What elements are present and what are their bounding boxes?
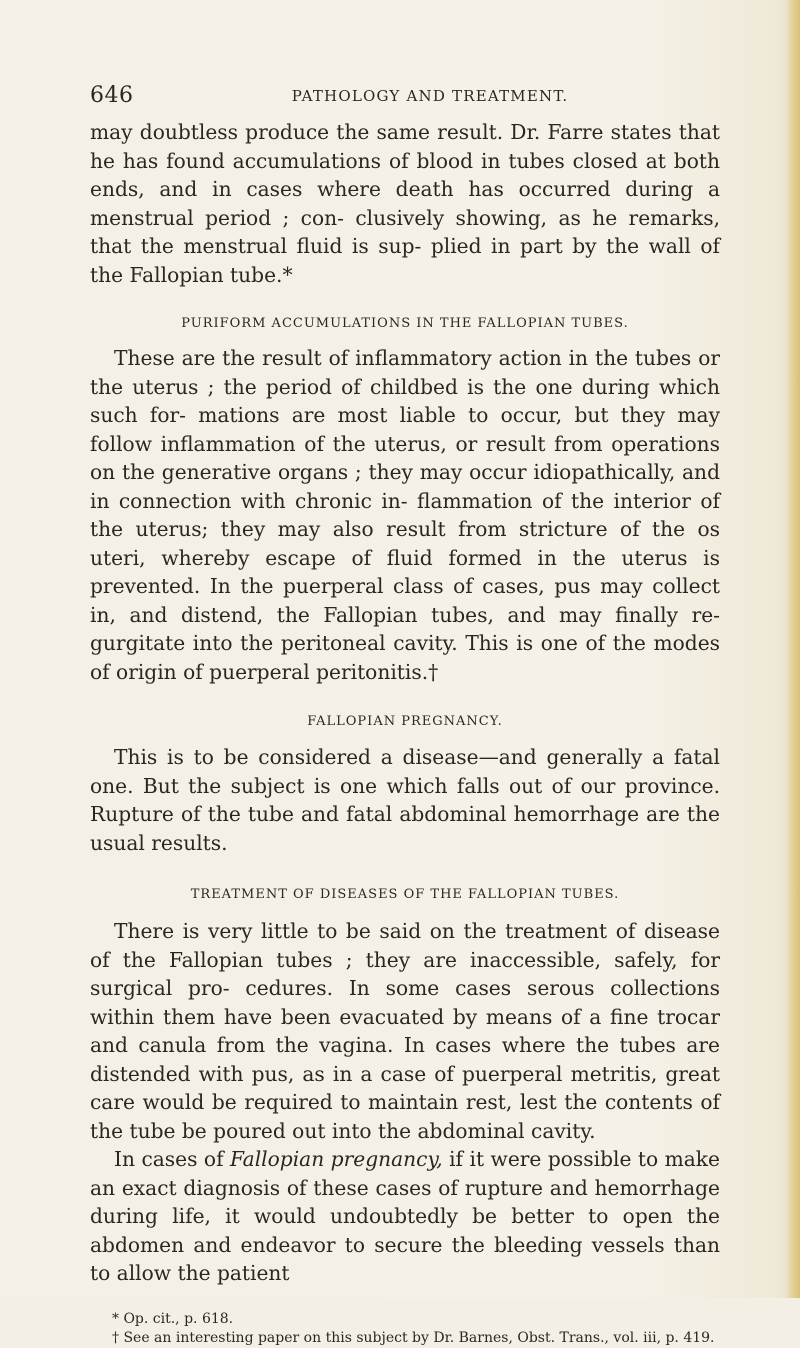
paragraph-5-start: In cases of xyxy=(114,1147,231,1171)
paragraph-1: may doubtless produce the same result. Dr. Farre states that he has found accumulations of blood in tubes closed at both ends, and in cases where death has occurred during a menstrual period ; con- clusively showing, as he remarks, that the menstrual fluid is sup- plied in part by the wall of the Fallopian tube.* xyxy=(90,120,720,287)
footnote-1: * Op. cit., p. 618. xyxy=(112,1310,234,1327)
section-heading-treatment: TREATMENT OF DISEASES OF THE FALLOPIAN TUBES. xyxy=(190,887,620,902)
page-edge xyxy=(786,0,800,1298)
page-header xyxy=(90,78,720,118)
footnote-2: † See an interesting paper on this subject by Dr. Barnes, Obst. Trans., vol. iii, p. 419. xyxy=(112,1329,715,1346)
page-number: 646 xyxy=(90,83,134,108)
section-heading-puriform: PURIFORM ACCUMULATIONS IN THE FALLOPIAN TUBES. xyxy=(181,316,629,331)
paragraph-5 xyxy=(90,1145,720,1288)
paragraph-5-end: if it were possible to make an exact diagnosis of these cases of rupture and hemorrhage during life, it would undoubtedly be better to open the abdomen and endeavor to secure the bleeding vessels than to allow the patient xyxy=(90,1147,720,1285)
section-heading-fallopian-pregnancy: FALLOPIAN PREGNANCY. xyxy=(307,714,503,729)
page-content xyxy=(90,78,720,1348)
footnotes xyxy=(90,1310,720,1348)
paragraph-4: There is very little to be said on the treatment of disease of the Fallopian tubes ; they are inaccessible, safely, for surgical pro- cedures. In some cases serous collections within them have been evacuated by means of a fine trocar and canula from the vagina. In cases where the tubes are distended with pus, as in a case of puerperal metritis, great care would be required to maintain rest, lest the contents of the tube be poured out into the abdominal cavity. xyxy=(90,919,720,1143)
paragraph-3: This is to be considered a disease—and generally a fatal one. But the subject is one which falls out of our province. Rupture of the tube and fatal abdominal hemorrhage are the usual results. xyxy=(90,745,720,855)
running-head: PATHOLOGY AND TREATMENT. xyxy=(291,87,569,105)
paragraph-5-italic: Fallopian pregnancy, xyxy=(230,1147,443,1171)
paragraph-2: These are the result of inflammatory action in the tubes or the uterus ; the period of childbed is the one during which such for- mations are most liable to occur, but they may follow inflammation of the uterus, or result from operations on the generative organs ; they may occur idiopathically, and in connection with chronic in- flammation of the interior of the uterus; they may also result from stricture of the os uteri, whereby escape of fluid formed in the uterus is prevented. In the puerperal class of cases, pus may collect in, and distend, the Fallopian tubes, and may finally re- gurgitate into the peritoneal cavity. This is one of the modes of origin of puerperal peritonitis.† xyxy=(90,346,720,684)
